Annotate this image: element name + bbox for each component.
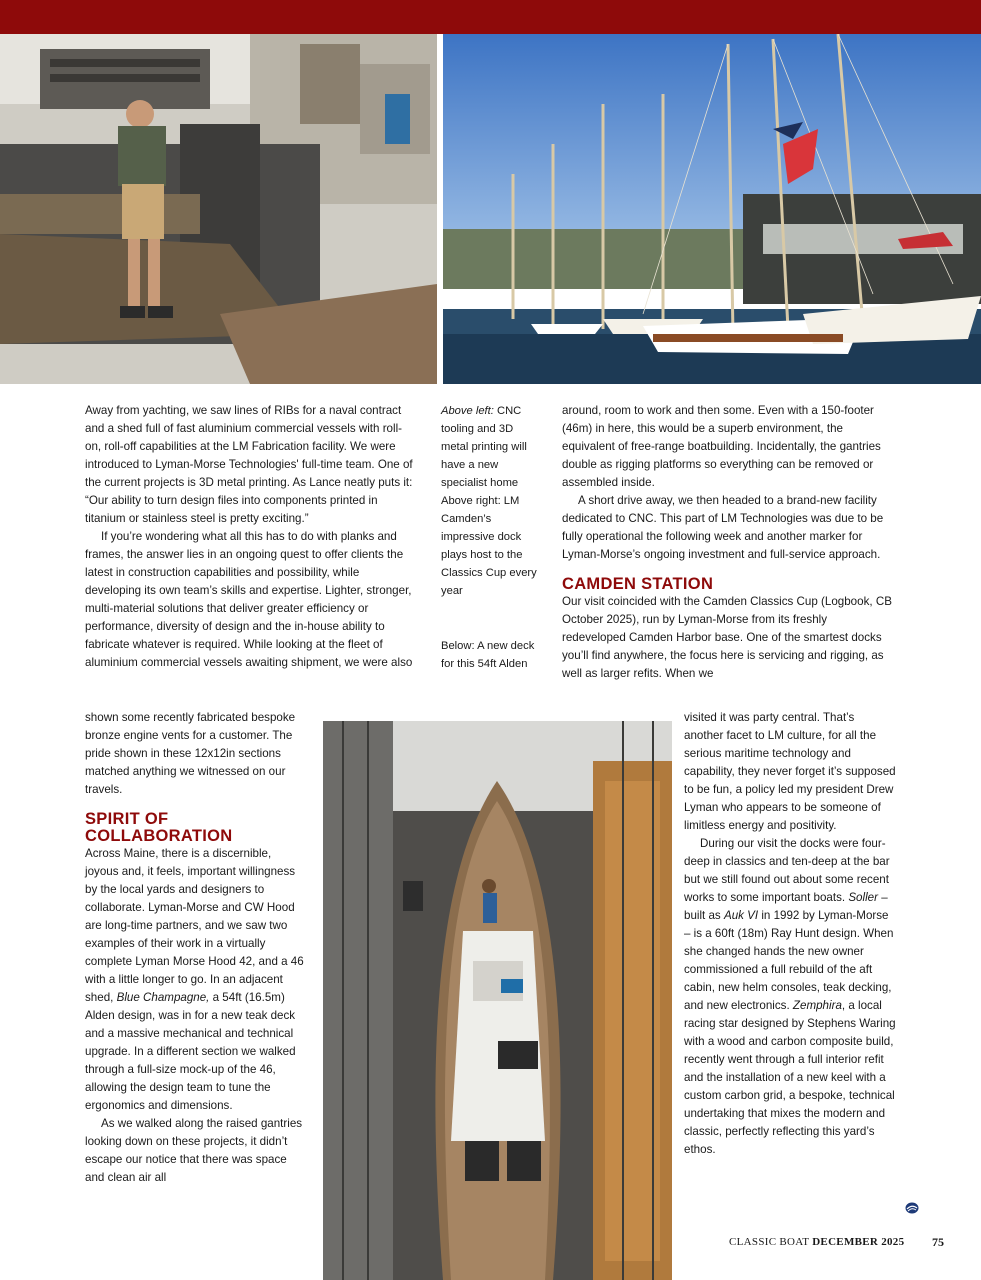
page-number: 75	[932, 1235, 944, 1249]
article-column-1-wrap	[85, 709, 307, 1187]
article-column-1	[85, 402, 417, 672]
issue-date: DECEMBER 2025	[812, 1236, 905, 1248]
paragraph: shown some recently fabricated bespoke bronze engine vents for a customer. The pride shown in these 12x12in sections matched anything we witnessed on our travels.	[85, 711, 296, 796]
paragraph: around, room to work and then some. Even with a 150-footer (46m) in here, this would be a superb environment, the equivalent of free-range boatbuilding. Incidentally, the gantries double as rigging platforms so everything can be removed or assembled inside.	[562, 404, 881, 489]
end-mark-icon	[905, 1202, 919, 1214]
footer-folio	[729, 1236, 904, 1248]
photo-camden-harbor	[443, 34, 981, 384]
paragraph: Our visit coincided with the Camden Classics Cup (Logbook, CB October 2025), run by Lyman-Morse from its freshly redeveloped Camden Harbor base. One of the smartest docks you’ll find anywhere, the focus here is servicing and rigging, as well as larger refits. When we	[562, 595, 892, 680]
paragraph: visited it was party central. That’s another facet to LM culture, for all the serious maritime technology and capability, they never forget it’s supposed to be fun, a policy led my president Drew Lyman who appears to be someone of limitless energy and positivity.	[684, 711, 896, 832]
paragraph: Across Maine, there is a discernible, joyous and, it feels, important willingness by the local yards and designers to collaborate. Lyman-Morse and CW Hood are long-time partners, and we saw two examples of their work in a virtually complete Lyman Morse Hood 42, and a 46 with a little longer to go. In an adjacent shed, Blue Champagne, a 54ft (16.5m) Alden design, was in for a new teak deck and a massive mechanical and technical upgrade. In a different section we walked through a full-size mock-up of the 46, allowing the design team to tune the ergonomics and dimensions.	[85, 847, 304, 1112]
photo-cnc-workshop	[0, 34, 437, 384]
section-heading-camden-station: CAMDEN STATION	[562, 575, 714, 593]
caption-above-left: Above left: CNC tooling and 3D metal printing will have a new specialist home	[441, 405, 527, 489]
paragraph: A short drive away, we then headed to a brand-new facility dedicated to CNC. This part of LM Technologies was due to be fully operational the following week and another marker for Lyman-Morse’s ongoing investment and full-service approach.	[562, 494, 884, 561]
magazine-name: CLASSIC BOAT	[729, 1236, 810, 1248]
paragraph: If you’re wondering what all this has to do with planks and frames, the answer lies in an ongoing quest to offer clients the latest in construction capabilities and possibility, while developing its own team’s skills and expertise. Lighter, stronger, multi-material solutions that deliver greater efficiency or performance, diversity of design and the in-house ability to fabricate whatever is required. While looking at the fleet of aluminium commercial vessels awaiting shipment, we were also	[85, 530, 413, 669]
photo-teak-deck	[323, 721, 672, 1280]
caption-below: Below: A new deck for this 54ft Alden	[441, 640, 535, 670]
paragraph: Away from yachting, we saw lines of RIBs for a naval contract and a shed full of fast aluminium commercial vessels with roll-on, roll-off capabilities at the LM Fabrication facility. We were introduced to Lyman-Morse Technologies' full-time team. One of the current projects is 3D metal printing. As Lance neatly puts it: “Our ability to turn design files into components printed in titanium or stainless steel is pretty exciting.”	[85, 404, 413, 525]
paragraph: During our visit the docks were four-deep in classics and ten-deep at the bar but we still found out about some recent works to some important boats. Soller – built as Auk VI in 1992 by Lyman-Morse – is a 60ft (18m) Ray Hunt design. When she changed hands the new owner commissioned a full rebuild of the aft cabin, new helm consoles, teak decking, and new electronics. Zemphira, a local racing star designed by Stephens Waring with a wood and carbon composite build, recently went through a full interior refit and the installation of a new keel with a custom carbon grid, a bespoke, technical undertaking that mixes the modern and classic, perfectly reflecting this yard’s ethos.	[684, 837, 896, 1156]
top-color-bar	[0, 0, 981, 34]
article-column-3	[562, 402, 892, 683]
article-column-4	[684, 709, 896, 1159]
caption-above-right: Above right: LM Camden’s impressive dock plays host to the Classics Cup every year	[441, 495, 537, 597]
section-heading-spirit-of-collaboration: SPIRIT OF COLLABORATION	[85, 810, 233, 845]
paragraph: As we walked along the raised gantries looking down on these projects, it didn’t escape our notice that there was space and clean air all	[85, 1117, 303, 1184]
